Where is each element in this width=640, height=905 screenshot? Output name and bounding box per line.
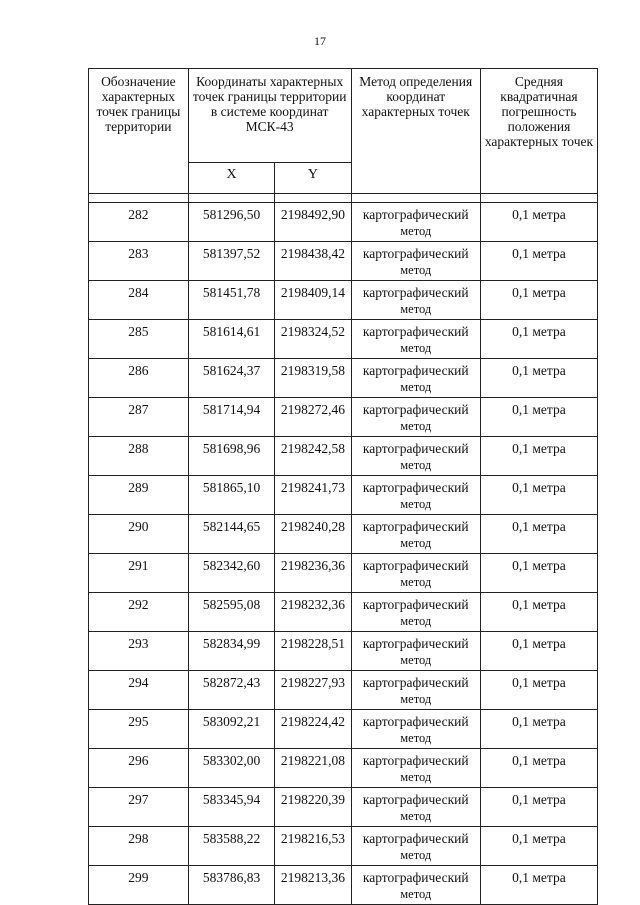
method-line2: метод xyxy=(400,419,432,433)
coordinate-y: 2198227,93 xyxy=(275,671,351,710)
coordinate-y: 2198241,73 xyxy=(275,476,351,515)
method-cell xyxy=(351,710,480,749)
table-row xyxy=(89,437,598,476)
table-row xyxy=(89,671,598,710)
point-number: 292 xyxy=(89,593,189,632)
method-cell xyxy=(351,515,480,554)
coordinate-y: 2198224,42 xyxy=(275,710,351,749)
coordinate-y: 2198221,08 xyxy=(275,749,351,788)
coordinate-y: 2198213,36 xyxy=(275,866,351,905)
coordinate-y: 2198228,51 xyxy=(275,632,351,671)
table-row xyxy=(89,359,598,398)
coordinate-x: 581451,78 xyxy=(188,281,275,320)
header-x: X xyxy=(188,163,275,194)
method-line2: метод xyxy=(400,848,432,862)
coordinate-y: 2198240,28 xyxy=(275,515,351,554)
error-value: 0,1 метра xyxy=(480,827,597,866)
method-line1: картографический xyxy=(362,831,469,846)
coordinate-y: 2198409,14 xyxy=(275,281,351,320)
table-row xyxy=(89,398,598,437)
coordinate-x: 583345,94 xyxy=(188,788,275,827)
error-value: 0,1 метра xyxy=(480,749,597,788)
error-value: 0,1 метра xyxy=(480,398,597,437)
page-number: 17 xyxy=(314,34,326,48)
error-value: 0,1 метра xyxy=(480,437,597,476)
point-number: 283 xyxy=(89,242,189,281)
method-line1: картографический xyxy=(362,207,469,222)
point-number: 289 xyxy=(89,476,189,515)
method-line1: картографический xyxy=(362,285,469,300)
table-body xyxy=(89,203,598,905)
error-value: 0,1 метра xyxy=(480,788,597,827)
error-value: 0,1 метра xyxy=(480,593,597,632)
header-coordinates: Координаты характерных точек границы территории в системе координат МСК-43 xyxy=(188,69,351,163)
method-line1: картографический xyxy=(362,480,469,495)
method-line1: картографический xyxy=(362,246,469,261)
header-y: Y xyxy=(275,163,351,194)
error-value: 0,1 метра xyxy=(480,710,597,749)
method-line1: картографический xyxy=(362,636,469,651)
table-row xyxy=(89,632,598,671)
coordinate-y: 2198324,52 xyxy=(275,320,351,359)
table-row xyxy=(89,866,598,905)
method-line2: метод xyxy=(400,536,432,550)
point-number: 288 xyxy=(89,437,189,476)
table-row xyxy=(89,593,598,632)
table-row xyxy=(89,203,598,242)
method-cell xyxy=(351,866,480,905)
coordinate-x: 581698,96 xyxy=(188,437,275,476)
point-number: 298 xyxy=(89,827,189,866)
coordinate-y: 2198319,58 xyxy=(275,359,351,398)
error-value: 0,1 метра xyxy=(480,359,597,398)
point-number: 285 xyxy=(89,320,189,359)
method-line2: метод xyxy=(400,809,432,823)
method-cell xyxy=(351,281,480,320)
method-line1: картографический xyxy=(362,597,469,612)
method-cell xyxy=(351,632,480,671)
method-line2: метод xyxy=(400,380,432,394)
table-row xyxy=(89,281,598,320)
error-value: 0,1 метра xyxy=(480,320,597,359)
coordinate-x: 581614,61 xyxy=(188,320,275,359)
point-number: 293 xyxy=(89,632,189,671)
error-value: 0,1 метра xyxy=(480,515,597,554)
method-cell xyxy=(351,788,480,827)
coordinate-x: 583302,00 xyxy=(188,749,275,788)
error-value: 0,1 метра xyxy=(480,671,597,710)
method-line1: картографический xyxy=(362,324,469,339)
coordinate-x: 583092,21 xyxy=(188,710,275,749)
header-error: Средняя квадратичная погрешность положения характерных точек xyxy=(480,69,597,194)
coordinates-table xyxy=(88,68,598,905)
table-row xyxy=(89,710,598,749)
coordinate-x: 581397,52 xyxy=(188,242,275,281)
method-cell xyxy=(351,203,480,242)
point-number: 297 xyxy=(89,788,189,827)
table-row xyxy=(89,554,598,593)
method-cell xyxy=(351,437,480,476)
coordinate-y: 2198232,36 xyxy=(275,593,351,632)
coordinate-y: 2198220,39 xyxy=(275,788,351,827)
point-number: 284 xyxy=(89,281,189,320)
method-cell xyxy=(351,827,480,866)
error-value: 0,1 метра xyxy=(480,632,597,671)
method-line2: метод xyxy=(400,302,432,316)
coordinate-y: 2198492,90 xyxy=(275,203,351,242)
method-cell xyxy=(351,593,480,632)
table-row xyxy=(89,788,598,827)
point-number: 286 xyxy=(89,359,189,398)
method-line2: метод xyxy=(400,458,432,472)
coordinate-y: 2198272,46 xyxy=(275,398,351,437)
method-line1: картографический xyxy=(362,441,469,456)
coordinate-x: 582342,60 xyxy=(188,554,275,593)
coordinate-y: 2198242,58 xyxy=(275,437,351,476)
error-value: 0,1 метра xyxy=(480,476,597,515)
error-value: 0,1 метра xyxy=(480,203,597,242)
error-value: 0,1 метра xyxy=(480,281,597,320)
method-cell xyxy=(351,476,480,515)
method-line1: картографический xyxy=(362,753,469,768)
table-row xyxy=(89,515,598,554)
coordinate-x: 582834,99 xyxy=(188,632,275,671)
method-line2: метод xyxy=(400,731,432,745)
header-point: Обозначение характерных точек границы территории xyxy=(89,69,189,194)
method-line2: метод xyxy=(400,497,432,511)
header-method: Метод определения координат характерных точек xyxy=(351,69,480,194)
coordinate-x: 583588,22 xyxy=(188,827,275,866)
method-line1: картографический xyxy=(362,519,469,534)
method-line2: метод xyxy=(400,770,432,784)
method-cell xyxy=(351,359,480,398)
coordinate-y: 2198236,36 xyxy=(275,554,351,593)
point-number: 282 xyxy=(89,203,189,242)
method-line1: картографический xyxy=(362,363,469,378)
coordinate-x: 581714,94 xyxy=(188,398,275,437)
coordinate-y: 2198216,53 xyxy=(275,827,351,866)
point-number: 290 xyxy=(89,515,189,554)
error-value: 0,1 метра xyxy=(480,242,597,281)
method-line2: метод xyxy=(400,653,432,667)
coordinate-x: 582595,08 xyxy=(188,593,275,632)
method-cell xyxy=(351,242,480,281)
method-line1: картографический xyxy=(362,792,469,807)
method-line1: картографический xyxy=(362,675,469,690)
error-value: 0,1 метра xyxy=(480,554,597,593)
coordinate-x: 581296,50 xyxy=(188,203,275,242)
table-row xyxy=(89,749,598,788)
table-row xyxy=(89,827,598,866)
method-cell xyxy=(351,749,480,788)
method-cell xyxy=(351,398,480,437)
method-line2: метод xyxy=(400,887,432,901)
method-line1: картографический xyxy=(362,402,469,417)
method-cell xyxy=(351,671,480,710)
method-cell xyxy=(351,320,480,359)
point-number: 294 xyxy=(89,671,189,710)
method-line2: метод xyxy=(400,341,432,355)
method-cell xyxy=(351,554,480,593)
coordinate-y: 2198438,42 xyxy=(275,242,351,281)
point-number: 295 xyxy=(89,710,189,749)
method-line2: метод xyxy=(400,263,432,277)
method-line2: метод xyxy=(400,575,432,589)
coordinate-x: 581624,37 xyxy=(188,359,275,398)
point-number: 291 xyxy=(89,554,189,593)
method-line1: картографический xyxy=(362,558,469,573)
point-number: 296 xyxy=(89,749,189,788)
table-row xyxy=(89,476,598,515)
method-line1: картографический xyxy=(362,714,469,729)
method-line2: метод xyxy=(400,692,432,706)
header-spacer-row xyxy=(89,194,598,203)
table-row xyxy=(89,242,598,281)
method-line2: метод xyxy=(400,614,432,628)
point-number: 287 xyxy=(89,398,189,437)
coordinate-x: 583786,83 xyxy=(188,866,275,905)
coordinate-x: 582872,43 xyxy=(188,671,275,710)
coordinate-x: 582144,65 xyxy=(188,515,275,554)
method-line2: метод xyxy=(400,224,432,238)
error-value: 0,1 метра xyxy=(480,866,597,905)
point-number: 299 xyxy=(89,866,189,905)
table-row xyxy=(89,320,598,359)
method-line1: картографический xyxy=(362,870,469,885)
coordinate-x: 581865,10 xyxy=(188,476,275,515)
